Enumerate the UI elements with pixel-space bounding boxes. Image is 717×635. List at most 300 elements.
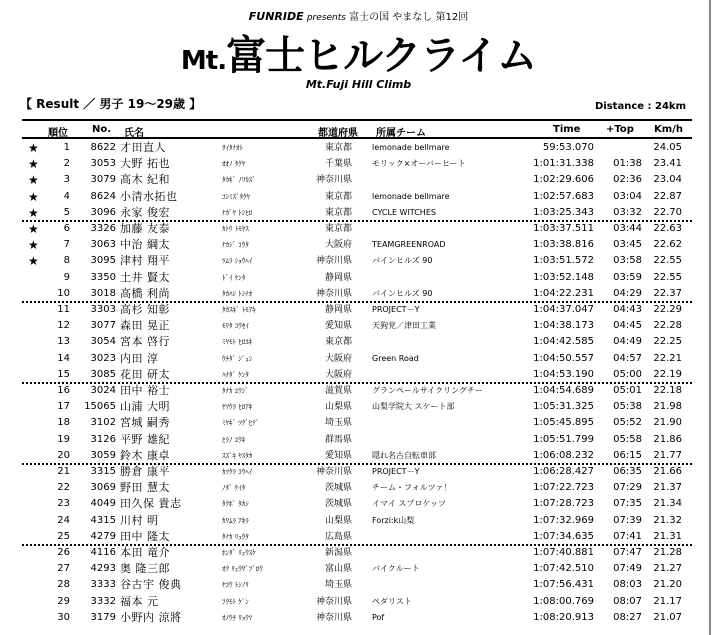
cell-name: 谷古宇 俊典	[120, 578, 182, 592]
cell-star: ★	[28, 222, 39, 236]
cell-team: PROJECT－Y	[372, 305, 420, 314]
cell-pref: 大阪府	[324, 240, 352, 251]
cell-rank: 14	[57, 352, 70, 364]
cell-pref: 東京都	[324, 207, 352, 218]
cell-rank: 12	[57, 320, 70, 332]
cell-name: 才田直人	[120, 141, 166, 154]
cell-kana: ｻｲﾀﾅｵﾄ	[222, 144, 243, 152]
cell-top: 04:45	[613, 320, 642, 332]
cell-rank: 24	[57, 514, 70, 526]
cell-team: バインヒルズ 90	[372, 256, 433, 266]
cell-kana: ｽｽﾞｷ ﾔｽﾀｶ	[222, 451, 253, 460]
cell-team: バイクルート	[372, 564, 420, 574]
cell-no: 4315	[90, 514, 116, 526]
cell-name: 宮城 嗣秀	[120, 416, 170, 430]
table-row	[0, 172, 717, 188]
cell-kmh: 22.29	[653, 304, 682, 315]
cell-star: ★	[28, 238, 39, 253]
cell-rank: 30	[57, 611, 70, 623]
cell-top: 03:44	[613, 223, 642, 234]
cell-kmh: 22.62	[653, 239, 682, 251]
cell-pref: 愛知県	[324, 321, 352, 332]
cell-pref: 群馬県	[324, 434, 352, 445]
cell-kmh: 21.90	[653, 417, 682, 429]
cell-pref: 新潟県	[324, 548, 352, 558]
cell-name: 土井 賢太	[120, 270, 170, 284]
cell-top: 07:47	[613, 547, 642, 558]
cell-rank: 5	[63, 206, 70, 218]
col-top: +Top	[606, 124, 634, 135]
cell-time: 1:04:22.231	[533, 287, 594, 299]
cell-top: 01:38	[613, 158, 642, 170]
cell-kmh: 21.34	[653, 498, 682, 510]
cell-pref: 大阪府	[324, 353, 352, 364]
cell-time: 1:05:31.325	[533, 401, 594, 413]
page-subtitle: Mt.Fuji Hill Climb	[305, 78, 412, 91]
cell-top: 04:57	[613, 352, 642, 364]
cell-kana: ｶﾂｸﾗ ｺｳﾍｲ	[222, 468, 253, 476]
table-row	[0, 529, 717, 545]
cell-top: 04:49	[613, 336, 642, 348]
cell-no: 4116	[90, 547, 116, 558]
cell-no: 3053	[90, 158, 116, 170]
cell-kana: ﾀｸﾎﾞ ﾀｶｼ	[222, 500, 249, 509]
cell-time: 1:04:54.689	[533, 385, 594, 396]
cell-rank: 27	[57, 563, 70, 575]
cell-time: 1:04:38.173	[533, 320, 594, 332]
cell-team: モリック×オーバーヒート	[372, 159, 466, 169]
cell-top: 07:49	[613, 563, 642, 575]
cell-team: lemonade bellmare	[372, 191, 450, 201]
cell-team: イマイ スプロケッツ	[372, 499, 446, 509]
col-time: Time	[553, 124, 581, 135]
cell-time: 1:03:38.816	[533, 239, 594, 251]
cell-no: 3063	[90, 239, 116, 251]
cell-top: 03:45	[613, 239, 642, 251]
table-row	[0, 237, 717, 253]
cell-no: 8624	[90, 190, 116, 202]
table-row	[0, 545, 717, 561]
cell-rank: 8	[63, 255, 70, 267]
cell-kana: ｶﾜﾑﾗ ｱｷﾗ	[222, 516, 249, 525]
cell-name: 津村 翔平	[120, 254, 170, 268]
cell-time: 1:07:34.635	[533, 530, 594, 542]
cell-no: 3315	[90, 466, 116, 477]
cell-kmh: 22.25	[653, 336, 682, 348]
cell-kmh: 24.05	[653, 142, 682, 153]
cell-pref: 山梨県	[324, 515, 352, 526]
header-rule-top	[22, 119, 692, 121]
cell-kana: ｺｼﾐｽﾞﾀｸﾔ	[222, 192, 250, 201]
cell-team: グランペールサイクリングチー	[372, 386, 483, 395]
cell-name: 内田 淳	[120, 351, 159, 365]
cell-time: 1:05:45.895	[533, 417, 594, 429]
cell-pref: 愛知県	[324, 450, 352, 461]
cell-rank: 18	[57, 417, 70, 429]
cell-rank: 2	[63, 158, 70, 170]
cell-no: 3350	[90, 271, 116, 283]
cell-kmh: 22.63	[653, 223, 682, 234]
cell-no: 3018	[90, 287, 116, 299]
cell-no: 8622	[90, 142, 116, 153]
cell-kana: ﾅｶﾞﾔ ﾄｼﾋﾛ	[222, 208, 253, 217]
cell-rank: 15	[57, 368, 70, 380]
cell-pref: 埼玉県	[324, 580, 352, 591]
cell-kana: ﾓﾘﾀ ｺｳｾｲ	[222, 322, 249, 331]
cell-kmh: 21.98	[653, 401, 682, 413]
table-row	[0, 464, 717, 480]
cell-kana: ﾔｺｳ ﾄｼﾉﾘ	[222, 581, 249, 590]
cell-pref: 山梨県	[324, 402, 352, 413]
cell-star: ★	[28, 189, 39, 204]
table-row	[0, 189, 717, 205]
cell-rank: 23	[57, 498, 70, 510]
table-row	[0, 156, 717, 172]
cell-kana: ﾅｶｼﾞ ｺｳﾀ	[222, 241, 249, 250]
cell-rank: 11	[57, 304, 70, 315]
cell-no: 3326	[90, 223, 116, 234]
cell-name: 本田 竜介	[120, 546, 170, 559]
cell-no: 3085	[90, 368, 116, 380]
cell-team: lemonade bellmare	[372, 143, 450, 152]
cell-name: 大野 拓也	[120, 157, 170, 171]
cell-name: 永家 俊宏	[120, 205, 170, 219]
cell-kmh: 22.70	[653, 206, 682, 218]
cell-no: 3303	[90, 304, 116, 315]
cell-no: 3096	[90, 206, 116, 218]
cell-star: ★	[28, 173, 39, 188]
cell-kana: ﾔﾏｳﾗ ﾋﾛｱｷ	[222, 403, 253, 412]
cell-kana: ﾊﾅﾀﾞ ｹﾝﾀ	[222, 370, 249, 379]
cell-kana: ｶﾄｳ ﾄﾓﾔｽ	[222, 225, 249, 233]
table-row	[0, 302, 717, 318]
cell-rank: 21	[57, 466, 70, 477]
cell-time: 1:04:50.557	[533, 352, 594, 364]
cell-pref: 広島県	[324, 531, 352, 542]
cell-name: 田中 裕士	[120, 384, 170, 397]
cell-no: 15065	[84, 401, 116, 413]
cell-top: 06:35	[613, 466, 642, 477]
cell-pref: 東京都	[324, 143, 352, 153]
cell-name: 奥 隆三郎	[120, 562, 170, 576]
col-rank: 順位	[48, 128, 68, 139]
cell-kana: ｵｵﾉ ﾀｸﾔ	[222, 160, 246, 169]
cell-team: ペダリスト	[372, 596, 412, 606]
cell-top: 05:52	[613, 417, 642, 429]
section-label: 【 Result ／ 男子 19～29歳 】	[20, 97, 202, 111]
cell-rank: 9	[63, 271, 70, 283]
cell-pref: 神奈川県	[315, 467, 352, 477]
cell-kana: ﾋﾗﾉ ﾕｳｷ	[222, 435, 246, 444]
cell-kana: ﾀｶﾊｼ ﾄｼﾅｵ	[222, 289, 253, 298]
cell-top: 03:58	[613, 255, 642, 267]
cell-no: 3333	[90, 579, 116, 591]
cell-no: 3126	[90, 433, 116, 445]
cell-kana: ﾎﾝﾀﾞ ﾘｭｳｽｹ	[222, 549, 256, 557]
cell-name: 福本 元	[120, 594, 159, 608]
cell-top: 04:43	[613, 304, 642, 315]
cell-kmh: 21.07	[653, 611, 682, 623]
table-row	[0, 399, 717, 415]
cell-pref: 東京都	[324, 191, 352, 202]
cell-top: 06:15	[613, 449, 642, 461]
title-main: 富士ヒルクライム	[226, 33, 537, 79]
cell-kmh: 21.17	[653, 595, 682, 607]
distance-label: Distance : 24km	[595, 101, 686, 112]
cell-rank: 26	[57, 547, 70, 558]
event-header	[0, 8, 717, 23]
cell-name: 川村 明	[120, 513, 159, 527]
cell-kmh: 22.18	[653, 385, 682, 396]
table-row	[0, 270, 717, 286]
cell-top: 05:00	[613, 368, 642, 380]
cell-kmh: 22.19	[653, 368, 682, 380]
cell-kana: ｳﾁﾀﾞ ｼﾞｭﾝ	[222, 354, 253, 363]
cell-time: 1:06:08.232	[533, 449, 594, 461]
cell-rank: 28	[57, 579, 70, 591]
cell-name: 小野内 涼將	[120, 610, 182, 624]
cell-rank: 3	[63, 174, 70, 186]
cell-rank: 22	[57, 482, 70, 494]
cell-top: 05:01	[613, 385, 642, 396]
cell-rank: 13	[57, 336, 70, 348]
cell-name: 花田 研太	[120, 367, 170, 381]
cell-top: 07:39	[613, 514, 642, 526]
cell-top: 07:35	[613, 498, 642, 510]
cell-kana: ﾂﾑﾗ ｼｮｳﾍｲ	[222, 257, 253, 266]
cell-no: 3077	[90, 320, 116, 332]
cell-name: 田中 隆太	[120, 529, 170, 543]
cell-kana: ﾀﾅｶ ﾘｭｳﾀ	[222, 532, 249, 541]
table-row	[0, 334, 717, 350]
cell-time: 1:07:42.510	[533, 563, 594, 575]
table-row	[0, 383, 717, 399]
cell-kmh: 23.41	[653, 158, 682, 170]
cell-team: チーム・フォルツァ！	[372, 483, 452, 493]
page-title	[0, 24, 717, 81]
cell-name: 加藤 友泰	[120, 222, 170, 235]
cell-kmh: 21.66	[653, 466, 682, 477]
cell-kmh: 22.21	[653, 352, 682, 364]
cell-time: 1:05:51.799	[533, 433, 594, 445]
cell-time: 59:53.070	[542, 142, 594, 153]
cell-rank: 25	[57, 530, 70, 542]
table-row	[0, 448, 717, 464]
cell-time: 1:07:22.723	[533, 482, 594, 494]
cell-kmh: 21.32	[653, 514, 682, 526]
cell-time: 1:07:40.881	[533, 547, 594, 558]
cell-pref: 茨城県	[324, 499, 352, 510]
cell-top: 05:38	[613, 401, 642, 413]
cell-name: 平野 雄紀	[120, 432, 170, 446]
cell-kana: ｵｸ ﾘｭｳｻﾞﾌﾞﾛｳ	[222, 565, 263, 574]
cell-no: 3069	[90, 482, 116, 494]
cell-top: 02:36	[613, 174, 642, 186]
cell-pref: 神奈川県	[315, 175, 352, 186]
cell-name: 野田 慧太	[120, 481, 170, 495]
col-pref: 都道府県	[318, 128, 358, 139]
cell-pref: 埼玉県	[324, 418, 352, 429]
cell-kana: ｵﾉｳﾁ ﾘｮｳﾏ	[222, 613, 253, 622]
cell-no: 3095	[90, 255, 116, 267]
cell-name: 高橋 利尚	[120, 286, 170, 300]
cell-name: 鈴木 康卓	[120, 448, 170, 462]
cell-no: 4293	[90, 563, 116, 575]
cell-kmh: 22.55	[653, 255, 682, 267]
cell-no: 3179	[90, 611, 116, 623]
cell-time: 1:02:29.606	[533, 174, 594, 186]
cell-team: Pof	[372, 612, 385, 622]
cell-no: 3059	[90, 449, 116, 461]
cell-no: 3024	[90, 385, 116, 396]
cell-kmh: 21.20	[653, 579, 682, 591]
cell-pref: 静岡県	[324, 272, 352, 283]
cell-kana: ﾄﾞｲ ｹﾝﾀ	[222, 273, 246, 282]
cell-kmh: 22.37	[653, 287, 682, 299]
cell-time: 1:04:42.585	[533, 336, 594, 348]
cell-name: 宮本 啓行	[120, 335, 170, 349]
table-row	[0, 286, 717, 302]
cell-team: Green Road	[372, 353, 419, 363]
cell-kmh: 21.27	[653, 563, 682, 575]
header-rule-bottom	[22, 137, 692, 139]
cell-pref: 滋賀県	[324, 386, 352, 396]
col-kmh: Km/h	[654, 124, 683, 135]
cell-name: 山浦 大明	[120, 400, 170, 414]
table-row	[0, 513, 717, 529]
cell-kmh: 21.31	[653, 530, 682, 542]
cell-time: 1:03:25.343	[533, 206, 594, 218]
cell-star: ★	[28, 254, 39, 269]
table-row	[0, 577, 717, 593]
cell-team: Forzi:k山梨	[372, 515, 415, 525]
cell-top: 08:07	[613, 595, 642, 607]
cell-team: 天狗党／津田工業	[372, 321, 436, 331]
cell-pref: 東京都	[324, 224, 352, 234]
table-row	[0, 594, 717, 610]
cell-pref: 東京都	[324, 337, 352, 348]
cell-team: CYCLE WITCHES	[372, 207, 436, 217]
cell-pref: 茨城県	[324, 483, 352, 494]
table-row	[0, 496, 717, 512]
cell-kana: ﾀﾅｶ ﾕｳｼﾞ	[222, 387, 249, 395]
cell-no: 3102	[90, 417, 116, 429]
cell-time: 1:03:37.511	[533, 223, 594, 234]
cell-team: 隠れ名古自転車部	[372, 450, 436, 460]
cell-pref: 神奈川県	[315, 596, 352, 607]
cell-rank: 20	[57, 449, 70, 461]
cell-time: 1:08:20.913	[533, 611, 594, 623]
cell-team: 山梨学院大 スケート部	[372, 402, 455, 412]
cell-top: 03:32	[613, 206, 642, 218]
cell-time: 1:03:52.148	[533, 271, 594, 283]
cell-time: 1:03:51.572	[533, 255, 594, 267]
cell-time: 1:06:28.427	[533, 466, 594, 477]
cell-rank: 29	[57, 595, 70, 607]
cell-time: 1:02:57.683	[533, 190, 594, 202]
cell-team: PROJECT－Y	[372, 467, 420, 476]
cell-rank: 1	[63, 142, 70, 153]
cell-star: ★	[28, 205, 39, 220]
cell-name: 高木 紀和	[120, 173, 170, 187]
cell-kmh: 22.28	[653, 320, 682, 332]
cell-time: 1:08:00.769	[533, 595, 594, 607]
cell-kmh: 23.04	[653, 174, 682, 186]
cell-name: 小清水拓也	[120, 189, 178, 203]
col-name: 氏名	[124, 128, 144, 139]
cell-top: 08:03	[613, 579, 642, 591]
cell-pref: 静岡県	[324, 305, 352, 315]
table-row	[0, 140, 717, 156]
cell-team: バインヒルズ 90	[372, 288, 433, 298]
cell-time: 1:04:37.047	[533, 304, 594, 315]
table-row	[0, 367, 717, 383]
cell-pref: 神奈川県	[315, 256, 352, 267]
cell-rank: 6	[63, 223, 70, 234]
cell-rank: 4	[63, 190, 70, 202]
cell-rank: 16	[57, 385, 70, 396]
cell-name: 中治 綱太	[120, 238, 170, 252]
table-row	[0, 221, 717, 237]
cell-kmh: 22.87	[653, 190, 682, 202]
cell-kana: ﾉﾀﾞ ｹｲﾀ	[222, 484, 246, 493]
cell-kana: ﾐﾔﾓﾄ ﾋﾛﾕｷ	[222, 338, 253, 347]
title-prefix: Mt.	[180, 46, 227, 76]
cell-time: 1:04:53.190	[533, 368, 594, 380]
cell-no: 4279	[90, 530, 116, 542]
table-row	[0, 432, 717, 448]
event-name: 富士の国 やまなし 第12回	[349, 12, 469, 23]
cell-time: 1:07:28.723	[533, 498, 594, 510]
cell-kana: ﾀｶｷﾞ ﾉﾘｶｽﾞ	[222, 176, 256, 185]
cell-top: 04:29	[613, 287, 642, 299]
cell-no: 3054	[90, 336, 116, 348]
cell-rank: 7	[63, 239, 70, 251]
cell-name: 高杉 知彰	[120, 303, 170, 316]
cell-time: 1:07:56.431	[533, 579, 594, 591]
cell-kana: ﾌｸﾓﾄ ｹﾞﾝ	[222, 597, 249, 606]
cell-name: 勝倉 康平	[120, 465, 170, 478]
cell-kmh: 22.55	[653, 271, 682, 283]
cell-no: 3023	[90, 352, 116, 364]
cell-top: 07:29	[613, 482, 642, 494]
cell-kmh: 21.86	[653, 433, 682, 445]
table-row	[0, 351, 717, 367]
cell-top: 03:04	[613, 190, 642, 202]
cell-rank: 10	[57, 287, 70, 299]
cell-kmh: 21.28	[653, 547, 682, 558]
col-team: 所属チーム	[376, 128, 426, 139]
cell-name: 森田 晃正	[120, 319, 170, 333]
cell-pref: 千葉県	[324, 159, 352, 170]
cell-no: 4049	[90, 498, 116, 510]
cell-kana: ﾐﾔｷﾞ ﾂｸﾞﾋﾃﾞ	[222, 419, 260, 428]
cell-pref: 神奈川県	[315, 288, 352, 299]
cell-pref: 神奈川県	[315, 612, 352, 623]
cell-rank: 19	[57, 433, 70, 445]
table-row	[0, 318, 717, 334]
col-no: No.	[92, 124, 112, 135]
cell-top: 05:58	[613, 433, 642, 445]
cell-name: 田久保 貴志	[120, 497, 182, 511]
presents-text: presents	[306, 13, 346, 23]
brand-logo: FUNRIDE	[248, 10, 304, 23]
cell-time: 1:07:32.969	[533, 514, 594, 526]
cell-rank: 17	[57, 401, 70, 413]
cell-time: 1:01:31.338	[533, 158, 594, 170]
cell-team: TEAMGREENROAD	[372, 240, 446, 250]
cell-top: 08:27	[613, 611, 642, 623]
